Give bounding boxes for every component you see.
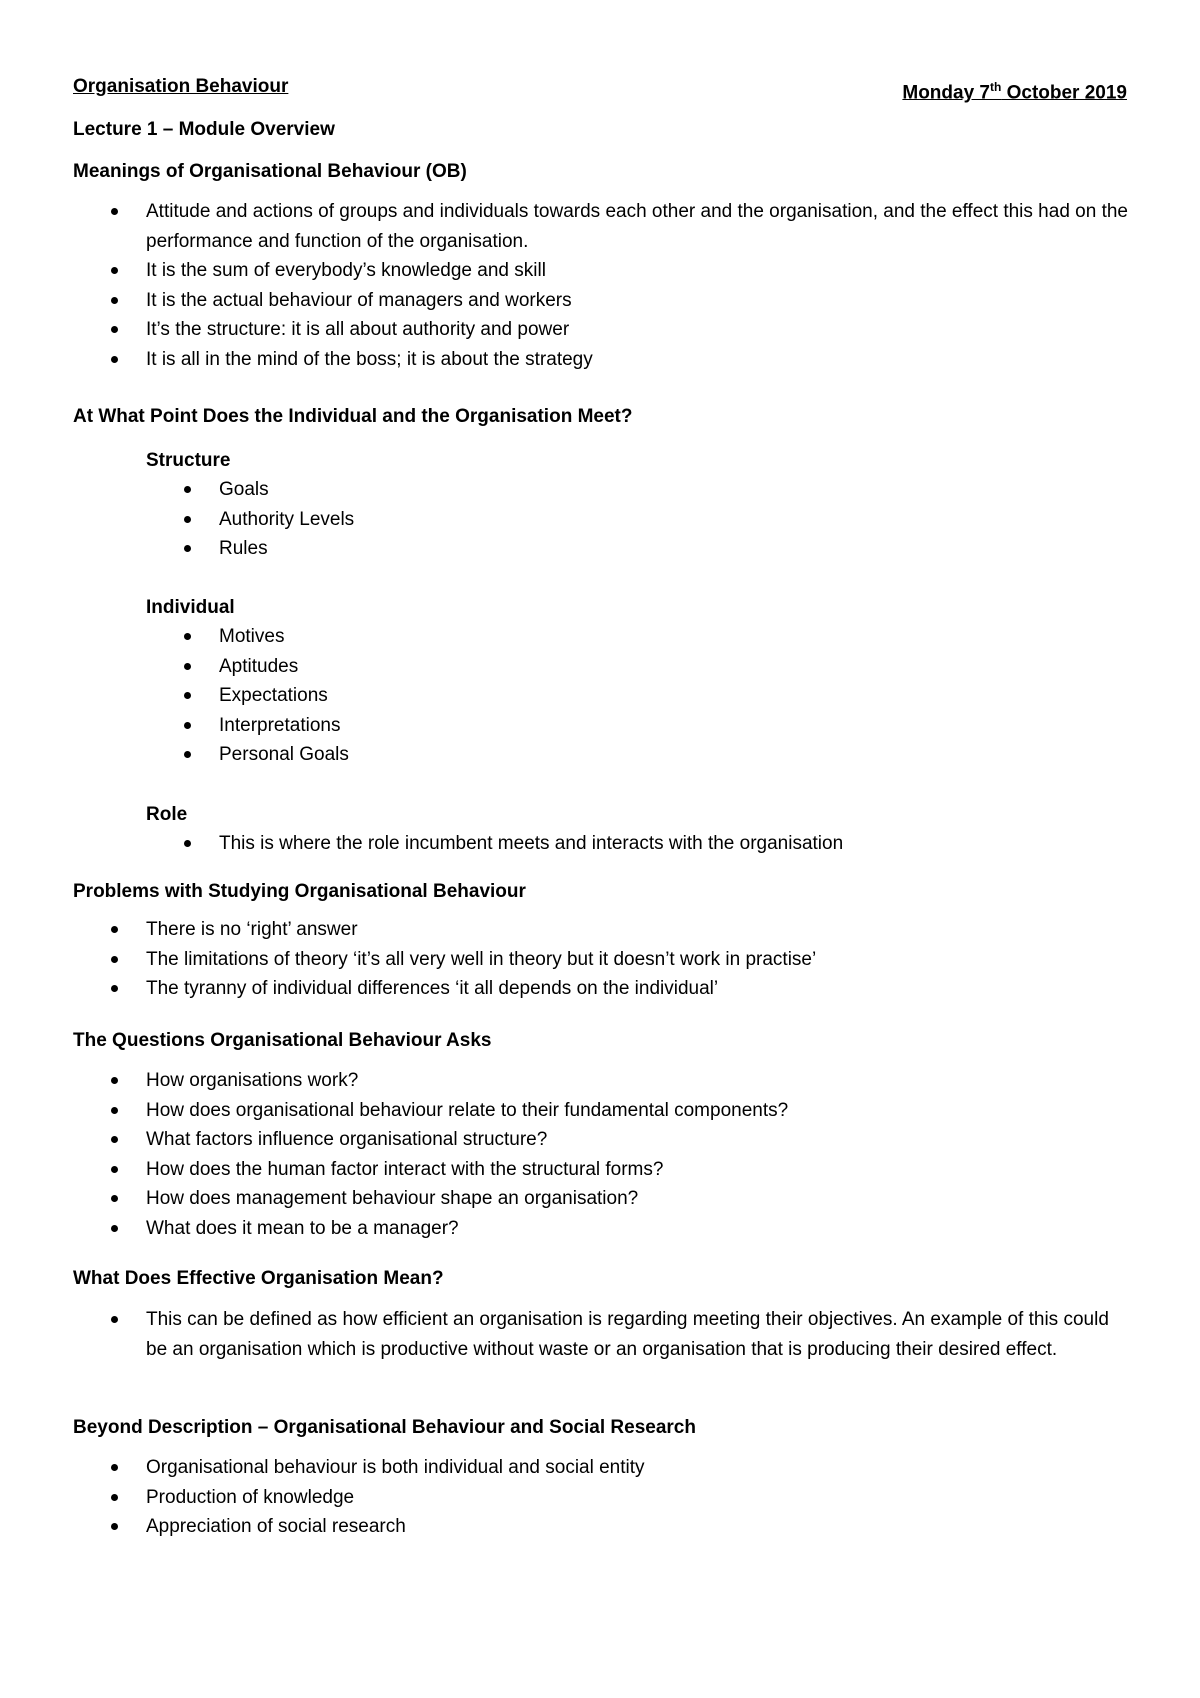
list-item: How organisations work? (73, 1066, 1133, 1096)
list-item: There is no ‘right’ answer (73, 915, 1133, 945)
heading-meanings: Meanings of Organisational Behaviour (OB) (73, 161, 467, 182)
list-effective (73, 1305, 1133, 1364)
list-item: Rules (146, 534, 1126, 564)
heading-problems: Problems with Studying Organisational Behaviour (73, 881, 526, 902)
lecture-title: Lecture 1 – Module Overview (73, 119, 335, 140)
list-meanings (73, 197, 1133, 374)
list-item: Production of knowledge (73, 1483, 1133, 1513)
heading-beyond: Beyond Description – Organisational Behaviour and Social Research (73, 1417, 696, 1438)
list-item: How does management behaviour shape an organisation? (73, 1184, 1133, 1214)
document-title: Organisation Behaviour (73, 76, 289, 97)
list-item: It’s the structure: it is all about authority and power (73, 315, 1133, 345)
list-item: It is all in the mind of the boss; it is about the strategy (73, 345, 1133, 375)
list-item: It is the actual behaviour of managers and workers (73, 286, 1133, 316)
list-item: Goals (146, 475, 1126, 505)
list-problems (73, 915, 1133, 1004)
list-item: Authority Levels (146, 505, 1126, 535)
list-item: Attitude and actions of groups and individuals towards each other and the organisation, and the effect this had on the performance and function of the organisation. (73, 197, 1133, 256)
heading-meet-point: At What Point Does the Individual and the Organisation Meet? (73, 406, 633, 427)
list-item: What factors influence organisational structure? (73, 1125, 1133, 1155)
list-item: This can be defined as how efficient an organisation is regarding meeting their objectives. An example of this could be an organisation which is productive without waste or an organisation that is producing their desired effect. (73, 1305, 1133, 1364)
list-item: How does organisational behaviour relate to their fundamental components? (73, 1096, 1133, 1126)
list-item: Interpretations (146, 711, 1126, 741)
page-header (73, 75, 1127, 105)
subheading-structure: Structure (146, 450, 231, 471)
list-item: Personal Goals (146, 740, 1126, 770)
list-item: It is the sum of everybody’s knowledge and skill (73, 256, 1133, 286)
heading-effective: What Does Effective Organisation Mean? (73, 1268, 444, 1289)
document-date: Monday 7th October 2019 (902, 80, 1127, 104)
list-individual (146, 622, 1126, 770)
list-questions (73, 1066, 1133, 1243)
list-item: The tyranny of individual differences ‘it all depends on the individual’ (73, 974, 1133, 1004)
list-role (146, 829, 1126, 859)
subheading-role: Role (146, 804, 188, 825)
list-item: How does the human factor interact with the structural forms? (73, 1155, 1133, 1185)
list-item: Expectations (146, 681, 1126, 711)
list-item: Organisational behaviour is both individual and social entity (73, 1453, 1133, 1483)
list-item: Appreciation of social research (73, 1512, 1133, 1542)
list-item: What does it mean to be a manager? (73, 1214, 1133, 1244)
subheading-individual: Individual (146, 597, 235, 618)
list-beyond (73, 1453, 1133, 1542)
heading-questions: The Questions Organisational Behaviour Asks (73, 1030, 492, 1051)
list-item: Motives (146, 622, 1126, 652)
list-item: This is where the role incumbent meets and interacts with the organisation (146, 829, 1126, 859)
list-item: The limitations of theory ‘it’s all very well in theory but it doesn’t work in practise’ (73, 945, 1133, 975)
list-item: Aptitudes (146, 652, 1126, 682)
list-structure (146, 475, 1126, 564)
